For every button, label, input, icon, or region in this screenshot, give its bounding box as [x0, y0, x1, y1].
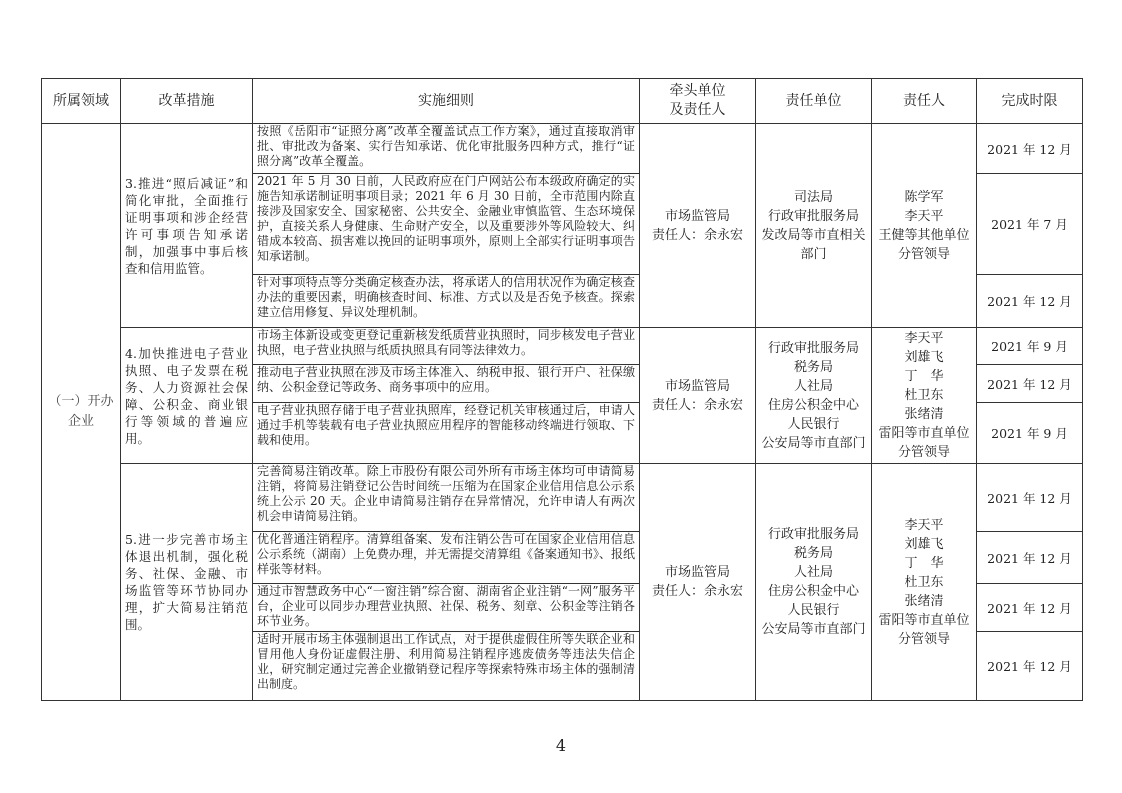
- detail-cell: 通过市智慧政务中心“一窗注销”综合窗、湖南省企业注销“一网”服务平台，企业可以同步办理营业执照、社保、税务、刻章、公积金等注销各环节业务。: [253, 584, 640, 632]
- header-row: [42, 79, 1083, 124]
- deadline-cell: 2021 年 9 月: [977, 328, 1083, 365]
- header-person: 责任人: [872, 79, 977, 124]
- owner-cell: 司法局 行政审批服务局 发改局等市直相关部门: [756, 124, 872, 328]
- deadline-cell: 2021 年 12 月: [977, 532, 1083, 584]
- page-number: 4: [555, 736, 567, 755]
- header-owner: 责任单位: [756, 79, 872, 124]
- deadline-cell: 2021 年 12 月: [977, 584, 1083, 632]
- detail-cell: 适时开展市场主体强制退出工作试点，对于提供虚假住所等失联企业和冒用他人身份证虚假注册、利用简易注销程序逃废债务等违法失信企业，研究制定通过完善企业撤销登记程序等探索特殊市场主体的强制清出制度。: [253, 632, 640, 701]
- deadline-cell: 2021 年 12 月: [977, 632, 1083, 701]
- domain-cell: （一）开办企业: [42, 124, 121, 701]
- detail-cell: 市场主体新设或变更登记重新核发纸质营业执照时，同步核发电子营业执照，电子营业执照与纸质执照具有同等法律效力。: [253, 328, 640, 365]
- detail-cell: 针对事项特点等分类确定核查办法，将承诺人的信用状况作为确定核查办法的重要因素，明确核查时间、标准、方式以及是否免予核查。探索建立信用修复、异议处理机制。: [253, 275, 640, 328]
- person-cell: 李天平 刘雄飞 丁 华 杜卫东 张绪清 雷阳等市直单位分管领导: [872, 328, 977, 464]
- header-domain: 所属领域: [42, 79, 121, 124]
- lead-cell: 市场监管局 责任人：余永宏: [640, 328, 756, 464]
- deadline-cell: 2021 年 12 月: [977, 275, 1083, 328]
- person-cell: 陈学军 李天平 王健等其他单位分管领导: [872, 124, 977, 328]
- deadline-cell: 2021 年 7 月: [977, 174, 1083, 275]
- table-row: [42, 464, 1083, 532]
- header-lead: 牵头单位 及责任人: [640, 79, 756, 124]
- deadline-cell: 2021 年 12 月: [977, 464, 1083, 532]
- deadline-cell: 2021 年 12 月: [977, 124, 1083, 174]
- header-measure: 改革措施: [121, 79, 253, 124]
- lead-cell: 市场监管局 责任人：余永宏: [640, 124, 756, 328]
- detail-cell: 电子营业执照存储于电子营业执照库，经登记机关审核通过后，申请人通过手机等装载有电子营业执照应用程序的智能移动终端进行领取、下载和使用。: [253, 403, 640, 464]
- detail-cell: 2021 年 5 月 30 日前，人民政府应在门户网站公布本级政府确定的实施告知承诺制证明事项目录；2021 年 6 月 30 日前，全市范围内除直接涉及国家安全、国家秘密、公共安全、金融业审慎监管、生态环境保护，直接关系人身健康、生命财产安全，以及重要涉外等风险较大、纠错成本较高、损害难以挽回的证明事项外，原则上全部实行证明事项告知承诺制。: [253, 174, 640, 275]
- table-row: [42, 328, 1083, 365]
- detail-cell: 按照《岳阳市“证照分离”改革全覆盖试点工作方案》，通过直接取消审批、审批改为备案、实行告知承诺、优化审批服务四种方式，推行“证照分离”改革全覆盖。: [253, 124, 640, 174]
- table-row: [42, 124, 1083, 174]
- reform-table: [41, 78, 1083, 701]
- measure-cell: 5.进一步完善市场主体退出机制，强化税务、社保、金融、市场监管等环节协同办理，扩大简易注销范围。: [121, 464, 253, 701]
- header-detail: 实施细则: [253, 79, 640, 124]
- person-cell: 李天平 刘雄飞 丁 华 杜卫东 张绪清 雷阳等市直单位分管领导: [872, 464, 977, 701]
- deadline-cell: 2021 年 12 月: [977, 365, 1083, 403]
- detail-cell: 完善简易注销改革。除上市股份有限公司外所有市场主体均可申请简易注销，将简易注销登记公告时间统一压缩为在国家企业信用信息公示系统上公示 20 天。企业申请简易注销存在异常情况，允许申请人有两次机会申请简易注销。: [253, 464, 640, 532]
- deadline-cell: 2021 年 9 月: [977, 403, 1083, 464]
- measure-cell: 3.推进“照后减证”和简化审批，全面推行证明事项和涉企经营许可事项告知承诺制，加强事中事后核查和信用监管。: [121, 124, 253, 328]
- detail-cell: 推动电子营业执照在涉及市场主体准入、纳税申报、银行开户、社保缴纳、公积金登记等政务、商务事项中的应用。: [253, 365, 640, 403]
- owner-cell: 行政审批服务局 税务局 人社局 住房公积金中心 人民银行 公安局等市直部门: [756, 328, 872, 464]
- lead-cell: 市场监管局 责任人：余永宏: [640, 464, 756, 701]
- header-deadline: 完成时限: [977, 79, 1083, 124]
- detail-cell: 优化普通注销程序。清算组备案、发布注销公告可在国家企业信用信息公示系统（湖南）上免费办理，并无需提交清算组《备案通知书》、报纸样张等材料。: [253, 532, 640, 584]
- measure-cell: 4.加快推进电子营业执照、电子发票在税务、人力资源社会保障、公积金、商业银行等领域的普遍应用。: [121, 328, 253, 464]
- owner-cell: 行政审批服务局 税务局 人社局 住房公积金中心 人民银行 公安局等市直部门: [756, 464, 872, 701]
